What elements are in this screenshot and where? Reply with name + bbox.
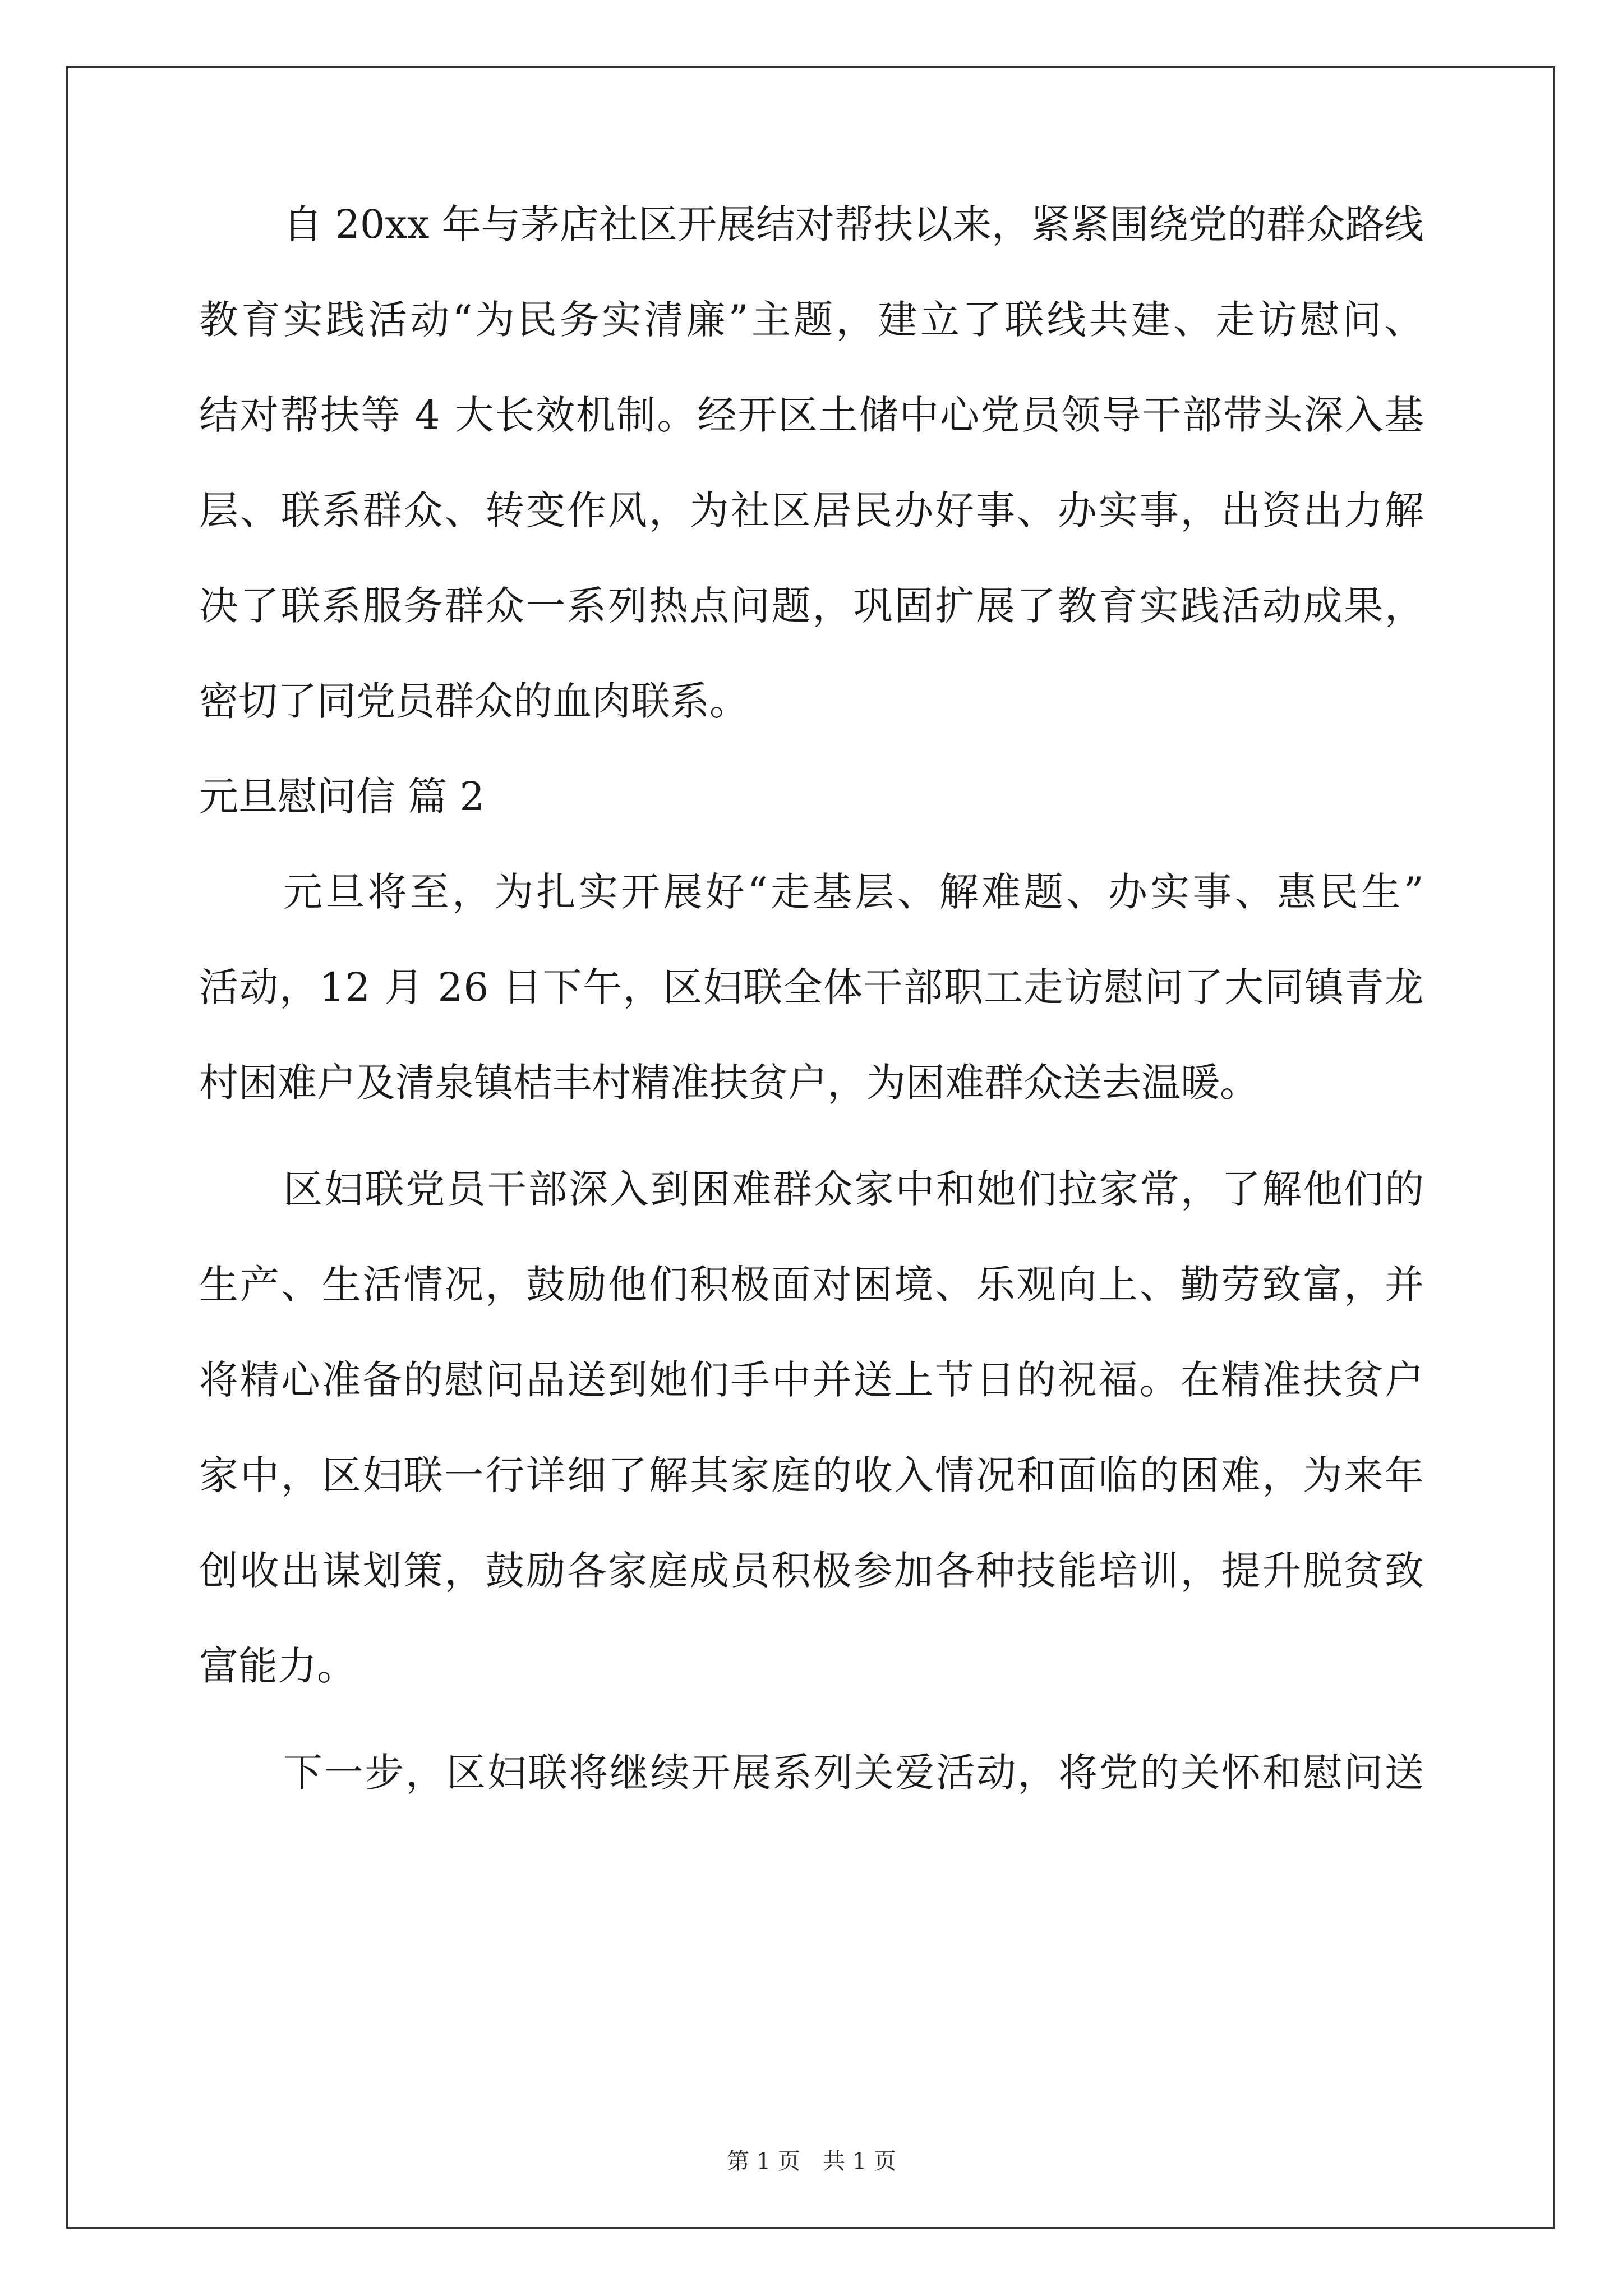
paragraph-1-line-6: 密切了同党员群众的血肉联系。	[199, 678, 749, 724]
paragraph-1-line-3: 结对帮扶等 4 大长效机制。经开区土储中心党员领导干部带头深入基	[199, 392, 1426, 438]
paragraph-3-line-4: 家中，区妇联一行详细了解其家庭的收入情况和面临的困难，为来年	[199, 1452, 1426, 1498]
paragraph-4-line-1: 下一步，区妇联将继续开展系列关爱活动，将党的关怀和慰问送	[283, 1750, 1426, 1796]
paragraph-3-line-6: 富能力。	[199, 1643, 356, 1689]
paragraph-3-line-5: 创收出谋划策，鼓励各家庭成员积极参加各种技能培训，提升脱贫致	[199, 1548, 1426, 1594]
page-footer: 第 1 页 共 1 页	[727, 2148, 896, 2174]
paragraph-1-line-1: 自 20xx 年与茅店社区开展结对帮扶以来，紧紧围绕党的群众路线	[283, 201, 1424, 247]
paragraph-3-line-3: 将精心准备的慰问品送到她们手中并送上节日的祝福。在精准扶贫户	[199, 1357, 1426, 1403]
paragraph-1-line-5: 决了联系服务群众一系列热点问题，巩固扩展了教育实践活动成果，	[199, 583, 1426, 629]
paragraph-1-line-4: 层、联系群众、转变作风，为社区居民办好事、办实事，出资出力解	[199, 487, 1426, 533]
section-heading: 元旦慰问信 篇 2	[199, 774, 485, 820]
paragraph-2-line-3: 村困难户及清泉镇桔丰村精准扶贫户，为困难群众送去温暖。	[199, 1060, 1259, 1106]
paragraph-2-line-2: 活动，12 月 26 日下午，区妇联全体干部职工走访慰问了大同镇青龙	[199, 964, 1425, 1010]
paragraph-1-line-2: 教育实践活动“为民务实清廉”主题，建立了联线共建、走访慰问、	[199, 297, 1427, 343]
paragraph-3-line-1: 区妇联党员干部深入到困难群众家中和她们拉家常，了解他们的	[283, 1166, 1426, 1212]
paragraph-3-line-2: 生产、生活情况，鼓励他们积极面对困境、乐观向上、勤劳致富，并	[199, 1262, 1426, 1308]
paragraph-2-line-1: 元旦将至，为扎实开展好“走基层、解难题、办实事、惠民生”	[283, 869, 1427, 915]
